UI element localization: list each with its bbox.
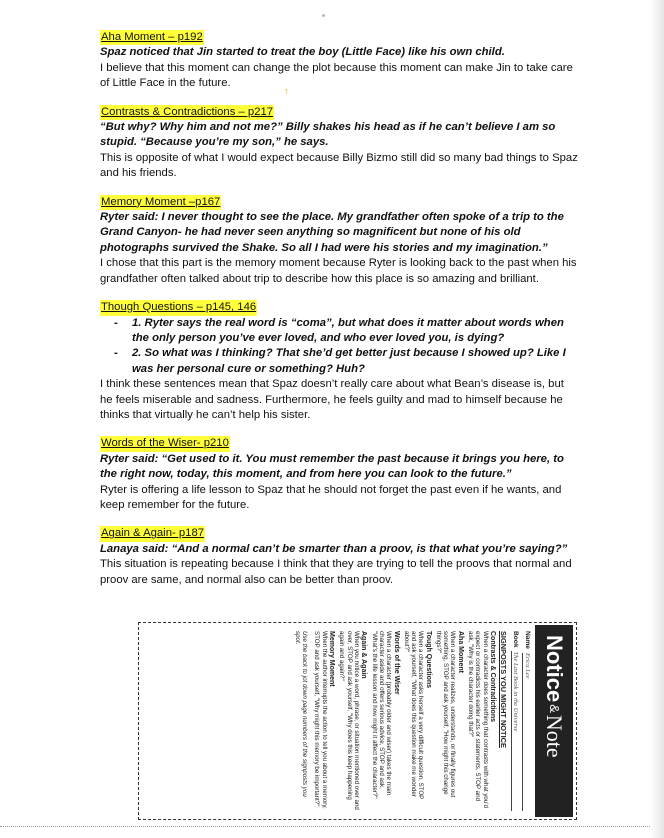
- list-item: - 1. Ryter says the real word is “coma”, but what does it matter about words when the only person you’ve ever loved, and who ever loved you, is dying?: [120, 316, 578, 347]
- book-value: The Last Book in the Universe: [510, 651, 519, 811]
- section-body: This situation is repeating because I think that they are trying to tell the proovs that normal and proov are same, and normal also can be better than proov.: [100, 558, 572, 586]
- section-body: I think these sentences mean that Spaz doesn’t really care about what Bean’s disease is, but he feels miserable and sadness. Furthermore, he feels guilty and mad to himself because he thinks that virtually he can’t help his sister.: [100, 378, 564, 421]
- bookmark-title-amp: &: [546, 704, 562, 713]
- bookmark-card: [143, 625, 573, 817]
- signpost-desc: When a character does something that contrasts with what you'd expect or contradicts his earlier acts or statements, STOP and ask, "Why is the character doing that?": [466, 631, 489, 808]
- name-line: [522, 631, 531, 811]
- name-label: Name: [523, 631, 531, 649]
- bookmark-title-notice: Notice: [541, 635, 567, 703]
- section-words-of-the-wiser: [100, 436, 578, 513]
- signpost-title: Aha Moment: [456, 631, 464, 673]
- section-contrasts: [100, 105, 578, 182]
- section-quote: “But why? Why him and not me?” Billy shakes his head as if he can’t believe I am so stupid. “Because you’re my son,” he says.: [100, 121, 556, 149]
- section-quote: Ryter said: “Get used to it. You must remember the past because it brings you here, to the right now, today, this moment, and from here you can look to the future.”: [100, 452, 564, 481]
- section-heading: Though Questions – p145, 146: [100, 300, 257, 315]
- page-shadow: [650, 0, 664, 838]
- signpost-desc: When you notice a word, phrase, or situation mentioned over and over, STOP and ask yourself, "Why does this keep happening again and again?": [337, 631, 360, 810]
- book-line: [510, 631, 519, 811]
- section-heading: Aha Moment – p192: [100, 30, 204, 45]
- signpost-desc: When a character asks herself a very difficult question, STOP and ask yourself, "What does this question make me wonder about?": [402, 631, 424, 800]
- section-body: Ryter is offering a life lesson to Spaz that he should not forget the past even if he wants, and keep remember for the future.: [100, 483, 562, 511]
- section-again-and-again: [100, 526, 578, 588]
- notice-note-bookmark: [138, 622, 577, 820]
- section-body: I believe that this moment can change the plot because this moment can make Jin to take care of Little Face in the future.: [100, 61, 573, 90]
- section-aha-moment: [100, 30, 578, 92]
- signpost-title: Again & Again: [359, 631, 367, 679]
- document-body: [100, 30, 578, 601]
- pen-mark: ↑: [284, 86, 289, 96]
- bookmark-footer: Use the back to jot down page numbers of the signposts you spot.: [293, 631, 308, 797]
- section-heading: Again & Again- p187: [100, 526, 205, 541]
- section-heading: Memory Moment –p167: [100, 195, 221, 210]
- section-body: I chose that this part is the memory moment because Ryter is looking back to the past when his grandfather often talked about trip to describe how this place is so amazing and brilliant.: [100, 257, 577, 285]
- section-tough-questions: [100, 300, 578, 423]
- section-heading: Contrasts & Contradictions – p217: [100, 105, 274, 120]
- bookmark-body: [293, 631, 531, 811]
- page-edge-rule: [0, 826, 650, 828]
- section-quote: Lanaya said: “And a normal can’t be smarter than a proov, is that what you’re saying?”: [100, 542, 568, 555]
- section-quote: Ryter said: I never thought to see the place. My grandfather often spoke of a trip to the Grand Canyon- he had never seen anything so magnificent but none of his old photographs survived the Shake. So all I had were his stories and my imagination.”: [100, 211, 564, 254]
- signpost-title: Contrasts & Contradictions: [488, 631, 496, 723]
- name-value: Erica Lee: [522, 653, 531, 811]
- question-list: [100, 316, 578, 378]
- scan-speck: [322, 14, 325, 17]
- list-item: - 2. So what was I thinking? That she’d get better just because I showed up? Like I was her personal cure or something? Huh?: [120, 346, 578, 377]
- book-label: Book: [511, 631, 519, 648]
- signpost-desc: When a character realizes, understands, or finally figures out something, STOP and ask yourself, "How might this change things?": [434, 631, 456, 798]
- section-heading: Words of the Wiser- p210: [100, 436, 230, 451]
- signpost-title: Memory Moment: [327, 631, 335, 687]
- signposts-heading: SIGNPOSTS YOU MIGHT NOTICE: [498, 631, 508, 748]
- section-quote: Spaz noticed that Jin started to treat the boy (Little Face) like his own child.: [100, 46, 505, 59]
- signpost-title: Words of the Wiser: [392, 631, 400, 695]
- bookmark-title: [535, 625, 573, 817]
- signpost-desc: When a character (probably older and wiser) takes the main character aside and offers serious advice, STOP and ask, "What's the life lesson and how might it affect the character?": [370, 631, 392, 799]
- signpost-title: Tough Questions: [424, 631, 432, 689]
- bookmark-title-note: Note: [541, 714, 567, 758]
- section-memory-moment: [100, 195, 578, 287]
- section-body: This is opposite of what I would expect because Billy Bizmo still did so many bad things to Spaz and his friends.: [100, 151, 578, 180]
- signpost-desc: When the author interrupts the action to tell you about a memory, STOP and ask yourself, "Why might this memory be important?": [312, 631, 328, 809]
